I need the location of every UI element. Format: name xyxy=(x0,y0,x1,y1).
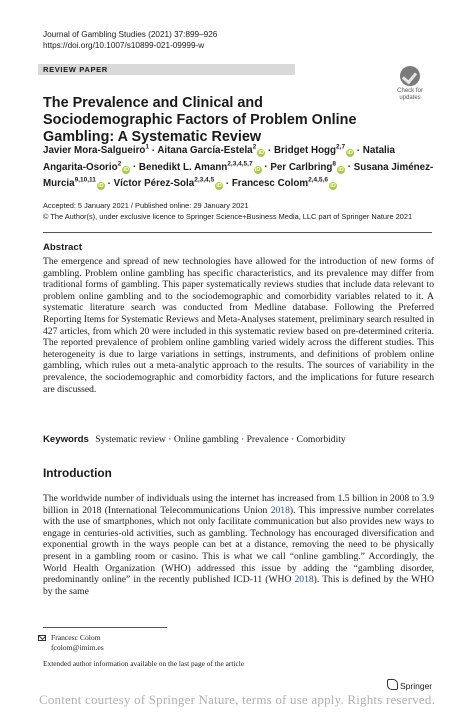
citation-link-2[interactable]: 2018 xyxy=(294,574,314,586)
orcid-icon[interactable]: iD xyxy=(98,182,104,189)
badge-label-2: updates xyxy=(399,95,421,101)
author-name[interactable]: Aitana García-Estela xyxy=(157,145,253,157)
article-title: The Prevalence and Clinical and Sociodemographic Factors of Problem Online Gambling: A Systematic Review xyxy=(43,95,357,145)
envelope-icon xyxy=(38,635,46,641)
keywords-text: Systematic review · Online gambling · Prevalence · Comorbidity xyxy=(95,434,346,445)
introduction-heading: Introduction xyxy=(43,466,112,480)
publisher-logo xyxy=(387,679,432,691)
author-affiliation: 2,4,5,6 xyxy=(308,176,328,184)
author-name[interactable]: Víctor Pérez-Sola xyxy=(113,177,195,189)
author-affiliation: 1 xyxy=(145,144,149,151)
journal-citation: Journal of Gambling Studies (2021) 37:899–926 xyxy=(43,30,218,39)
author-affiliation: 9,10,11 xyxy=(74,176,96,184)
author-affiliation: 2 xyxy=(252,144,257,151)
author-affiliation: 2 xyxy=(117,160,122,168)
author-item xyxy=(157,145,265,156)
author-item xyxy=(232,178,337,189)
author-affiliation: 8 xyxy=(332,160,337,168)
author-name[interactable]: Javier Mora-Salgueiro xyxy=(43,145,146,157)
author-affiliation: 2,3,4,5,7 xyxy=(227,160,253,168)
divider xyxy=(43,232,432,233)
journal-doi[interactable]: https://doi.org/10.1007/s10899-021-09999-w xyxy=(43,41,205,50)
author-affiliation: 2,7 xyxy=(336,144,346,151)
intro-part-2: ). This impressive number correlates with the use of smartphones, which not only facilitate communication but also provides new ways to engage in centuries-old activities, such as gambling. Technology has encouraged diversification and exponential growth in the ways people can bet at a distance, removing the need to be physically present in a gambling room or casino. This is what we call “online gambling.” Accordingly, the World Health Organization (WHO) addressed this issue by adding the “gambling disorder, predominantly online” in the recently published ICD-11 (WHO xyxy=(43,504,434,586)
copyright-line: © The Author(s), under exclusive licence to Springer Science+Business Media, LLC part of Springer Nature 2021 xyxy=(43,211,413,221)
springer-horse-icon xyxy=(387,679,398,690)
author-item xyxy=(270,162,345,173)
author-name[interactable]: Bridget Hogg xyxy=(273,145,337,157)
abstract-heading: Abstract xyxy=(43,242,82,253)
courtesy-watermark: Content courtesy of Springer Nature, terms of use apply. Rights reserved. xyxy=(38,692,436,707)
author-list: Javier Mora-Salgueiro$^1$ · Aitana García-Estela$^2$iD · Bridget Hogg$^{2,7}$iD · Natalia Angarita-Osorio$^2$iD · Benedikt L. Amann$^{2,3,4,5,7}$iD · Per Carlbring$^8$iD · Susana Jiménez-Murcia$^{9,10,11}$iD · Víctor Pérez-Sola$^{2,3,4,5}$iD · Francesc Colom$^{2,4,5,6}$iD xyxy=(43,144,434,189)
check-for-updates-badge[interactable] xyxy=(396,66,424,104)
journal-header xyxy=(43,29,217,51)
correspondence-email[interactable]: fcolom@imim.es xyxy=(51,643,104,652)
extended-author-info: Extended author information available on the last page of the article xyxy=(43,659,245,668)
author-item xyxy=(274,145,354,156)
correspondence-name: Francesc Colom xyxy=(51,633,101,642)
orcid-icon[interactable]: iD xyxy=(330,182,336,189)
keywords-label: Keywords xyxy=(43,434,89,445)
author-name[interactable]: Francesc Colom xyxy=(231,177,309,189)
introduction-text xyxy=(43,493,434,597)
keywords xyxy=(43,434,346,445)
author-item xyxy=(139,162,262,173)
footnote-divider xyxy=(43,627,167,628)
article-type-bar: REVIEW PAPER xyxy=(38,64,295,75)
citation-link-1[interactable]: 2018 xyxy=(270,504,290,516)
orcid-icon[interactable]: iD xyxy=(216,182,222,189)
orcid-icon[interactable]: iD xyxy=(338,166,344,173)
orcid-icon[interactable]: iD xyxy=(347,150,353,157)
correspondence xyxy=(51,633,104,653)
author-name[interactable]: Natalia Angarita-Osorio xyxy=(43,145,395,173)
badge-label-1: Check for xyxy=(397,88,423,94)
intro-part-1: The worldwide number of individuals using the internet has increased from 1.5 billion in 2008 to 3.9 billion in 2018 (International Telecommunications Union xyxy=(43,493,434,516)
orcid-icon[interactable]: iD xyxy=(254,166,261,173)
orcid-icon[interactable]: iD xyxy=(258,150,265,157)
author-name[interactable]: Susana Jiménez-Murcia xyxy=(43,161,434,189)
abstract-text: The emergence and spread of new technologies have allowed for the introduction of new forms of gambling. Problem online gambling has specific characteristics, and its prevalence may differ from traditional forms of gambling. This paper systematically reviews studies that include data relevant to problem online gambling and to the sociodemographic and comorbidity variables related to it. A systematic literature search was conducted from Medline database. Following the Preferred Reporting Items for Systematic Reviews and Meta-Analyses statement, preliminary search resulted in 427 articles, from which 20 were included in this systematic review based on pre-determined criteria. The reported prevalence of problem online gambling varied widely across the different studies. This heterogeneity is due to large variations in settings, instruments, and definitions of problem online gambling, which rules out a meta-analytic approach to the results. The sources of variability in the prevalence, the sociodemographic and comorbidity factors, and the implications for future research are discussed. xyxy=(43,256,434,395)
author-affiliation: 2,3,4,5 xyxy=(194,176,215,184)
check-updates-icon xyxy=(400,66,420,86)
orcid-icon[interactable]: iD xyxy=(123,166,129,173)
author-name[interactable]: Per Carlbring xyxy=(270,161,333,173)
author-item xyxy=(43,145,149,156)
accepted-date: Accepted: 5 January 2021 / Published online: 29 January 2021 xyxy=(43,201,249,210)
author-item xyxy=(114,178,223,189)
publisher-name: Springer xyxy=(400,681,433,691)
article-dates xyxy=(43,201,412,222)
intro-part-3: ). This is defined by the WHO by the same xyxy=(43,574,434,597)
author-name[interactable]: Benedikt L. Amann xyxy=(138,161,228,173)
